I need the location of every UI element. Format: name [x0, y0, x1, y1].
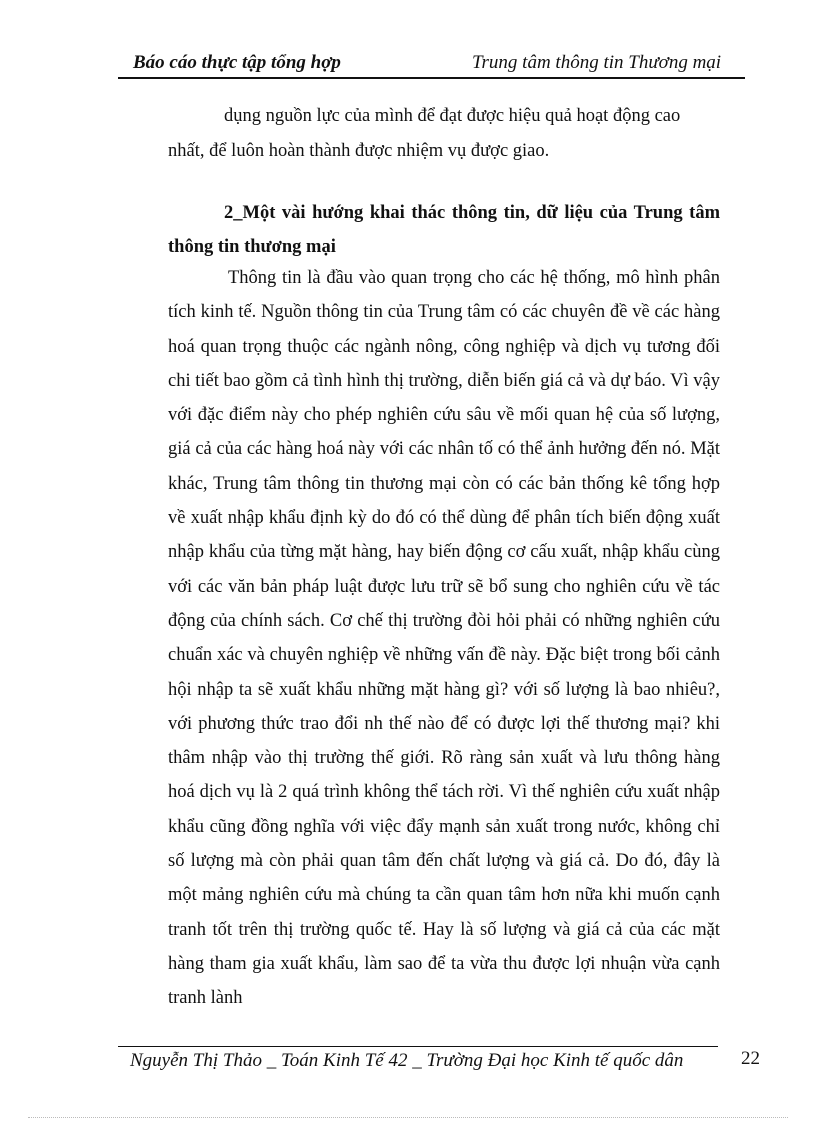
header-divider [118, 77, 745, 79]
continued-paragraph-line-1: dụng nguồn lực của mình để đạt được hiệu quả hoạt động cao [224, 106, 681, 126]
footer-divider [118, 1046, 718, 1047]
running-header-organization: Trung tâm thông tin Thương mại [472, 52, 722, 73]
page-bottom-border [28, 1117, 788, 1118]
page-number: 22 [741, 1048, 760, 1069]
section-heading: 2_Một vài hướng khai thác thông tin, dữ liệu của Trung tâm thông tin thương mại [168, 203, 720, 257]
continued-paragraph [168, 99, 720, 168]
footer-author-line: Nguyễn Thị Thảo _ Toán Kinh Tế 42 _ Trường Đại học Kinh tế quốc dân [130, 1050, 684, 1071]
running-header-title: Báo cáo thực tập tổng hợp [133, 52, 341, 73]
continued-paragraph-line-2: nhất, để luôn hoàn thành được nhiệm vụ được giao. [168, 140, 550, 161]
body-paragraph: Thông tin là đầu vào quan trọng cho các hệ thống, mô hình phân tích kinh tế. Nguồn thông tin của Trung tâm có các chuyên đề về các hàng hoá quan trọng thuộc các ngành nông, công nghiệp và dịch vụ tương đối chi tiết bao gồm cả tình hình thị trường, diễn biến giá cả và dự báo. Vì vậy với đặc điểm này cho phép nghiên cứu sâu về mối quan hệ của số lượng, giá cả của các hàng hoá này với các nhân tố có thể ảnh hưởng đến nó. Mặt khác, Trung tâm thông tin thương mại còn có các bản thống kê tổng hợp về xuất nhập khẩu định kỳ do đó có thể dùng để phân tích biến động xuất nhập khẩu của từng mặt hàng, hay biến động cơ cấu xuất, nhập khẩu cùng với các văn bản pháp luật được lưu trữ sẽ bổ sung cho nghiên cứu về tác động của chính sách. Cơ chế thị trường đòi hỏi phải có những nghiên cứu chuẩn xác và chuyên nghiệp về những vấn đề này. Đặc biệt trong bối cảnh hội nhập ta sẽ xuất khẩu những mặt hàng gì? với số lượng là bao nhiêu?, với phương thức trao đổi nh thế nào để có được lợi thế thương mại? khi thâm nhập vào thị trường thế giới. Rõ ràng sản xuất và lưu thông hàng hoá dịch vụ là 2 quá trình không thể tách rời. Vì thế nghiên cứu xuất nhập khẩu cũng đồng nghĩa với việc đẩy mạnh sản xuất trong nước, không chỉ số lượng mà còn phải quan tâm đến chất lượng và giá cả. Do đó, đây là một mảng nghiên cứu mà chúng ta cần quan tâm hơn nữa khi muốn cạnh tranh tốt trên thị trường quốc tế. Hay là số lượng và giá cả của các mặt hàng tham gia xuất khẩu, làm sao để ta vừa thu được lợi nhuận vừa cạnh tranh lành [168, 268, 720, 1009]
